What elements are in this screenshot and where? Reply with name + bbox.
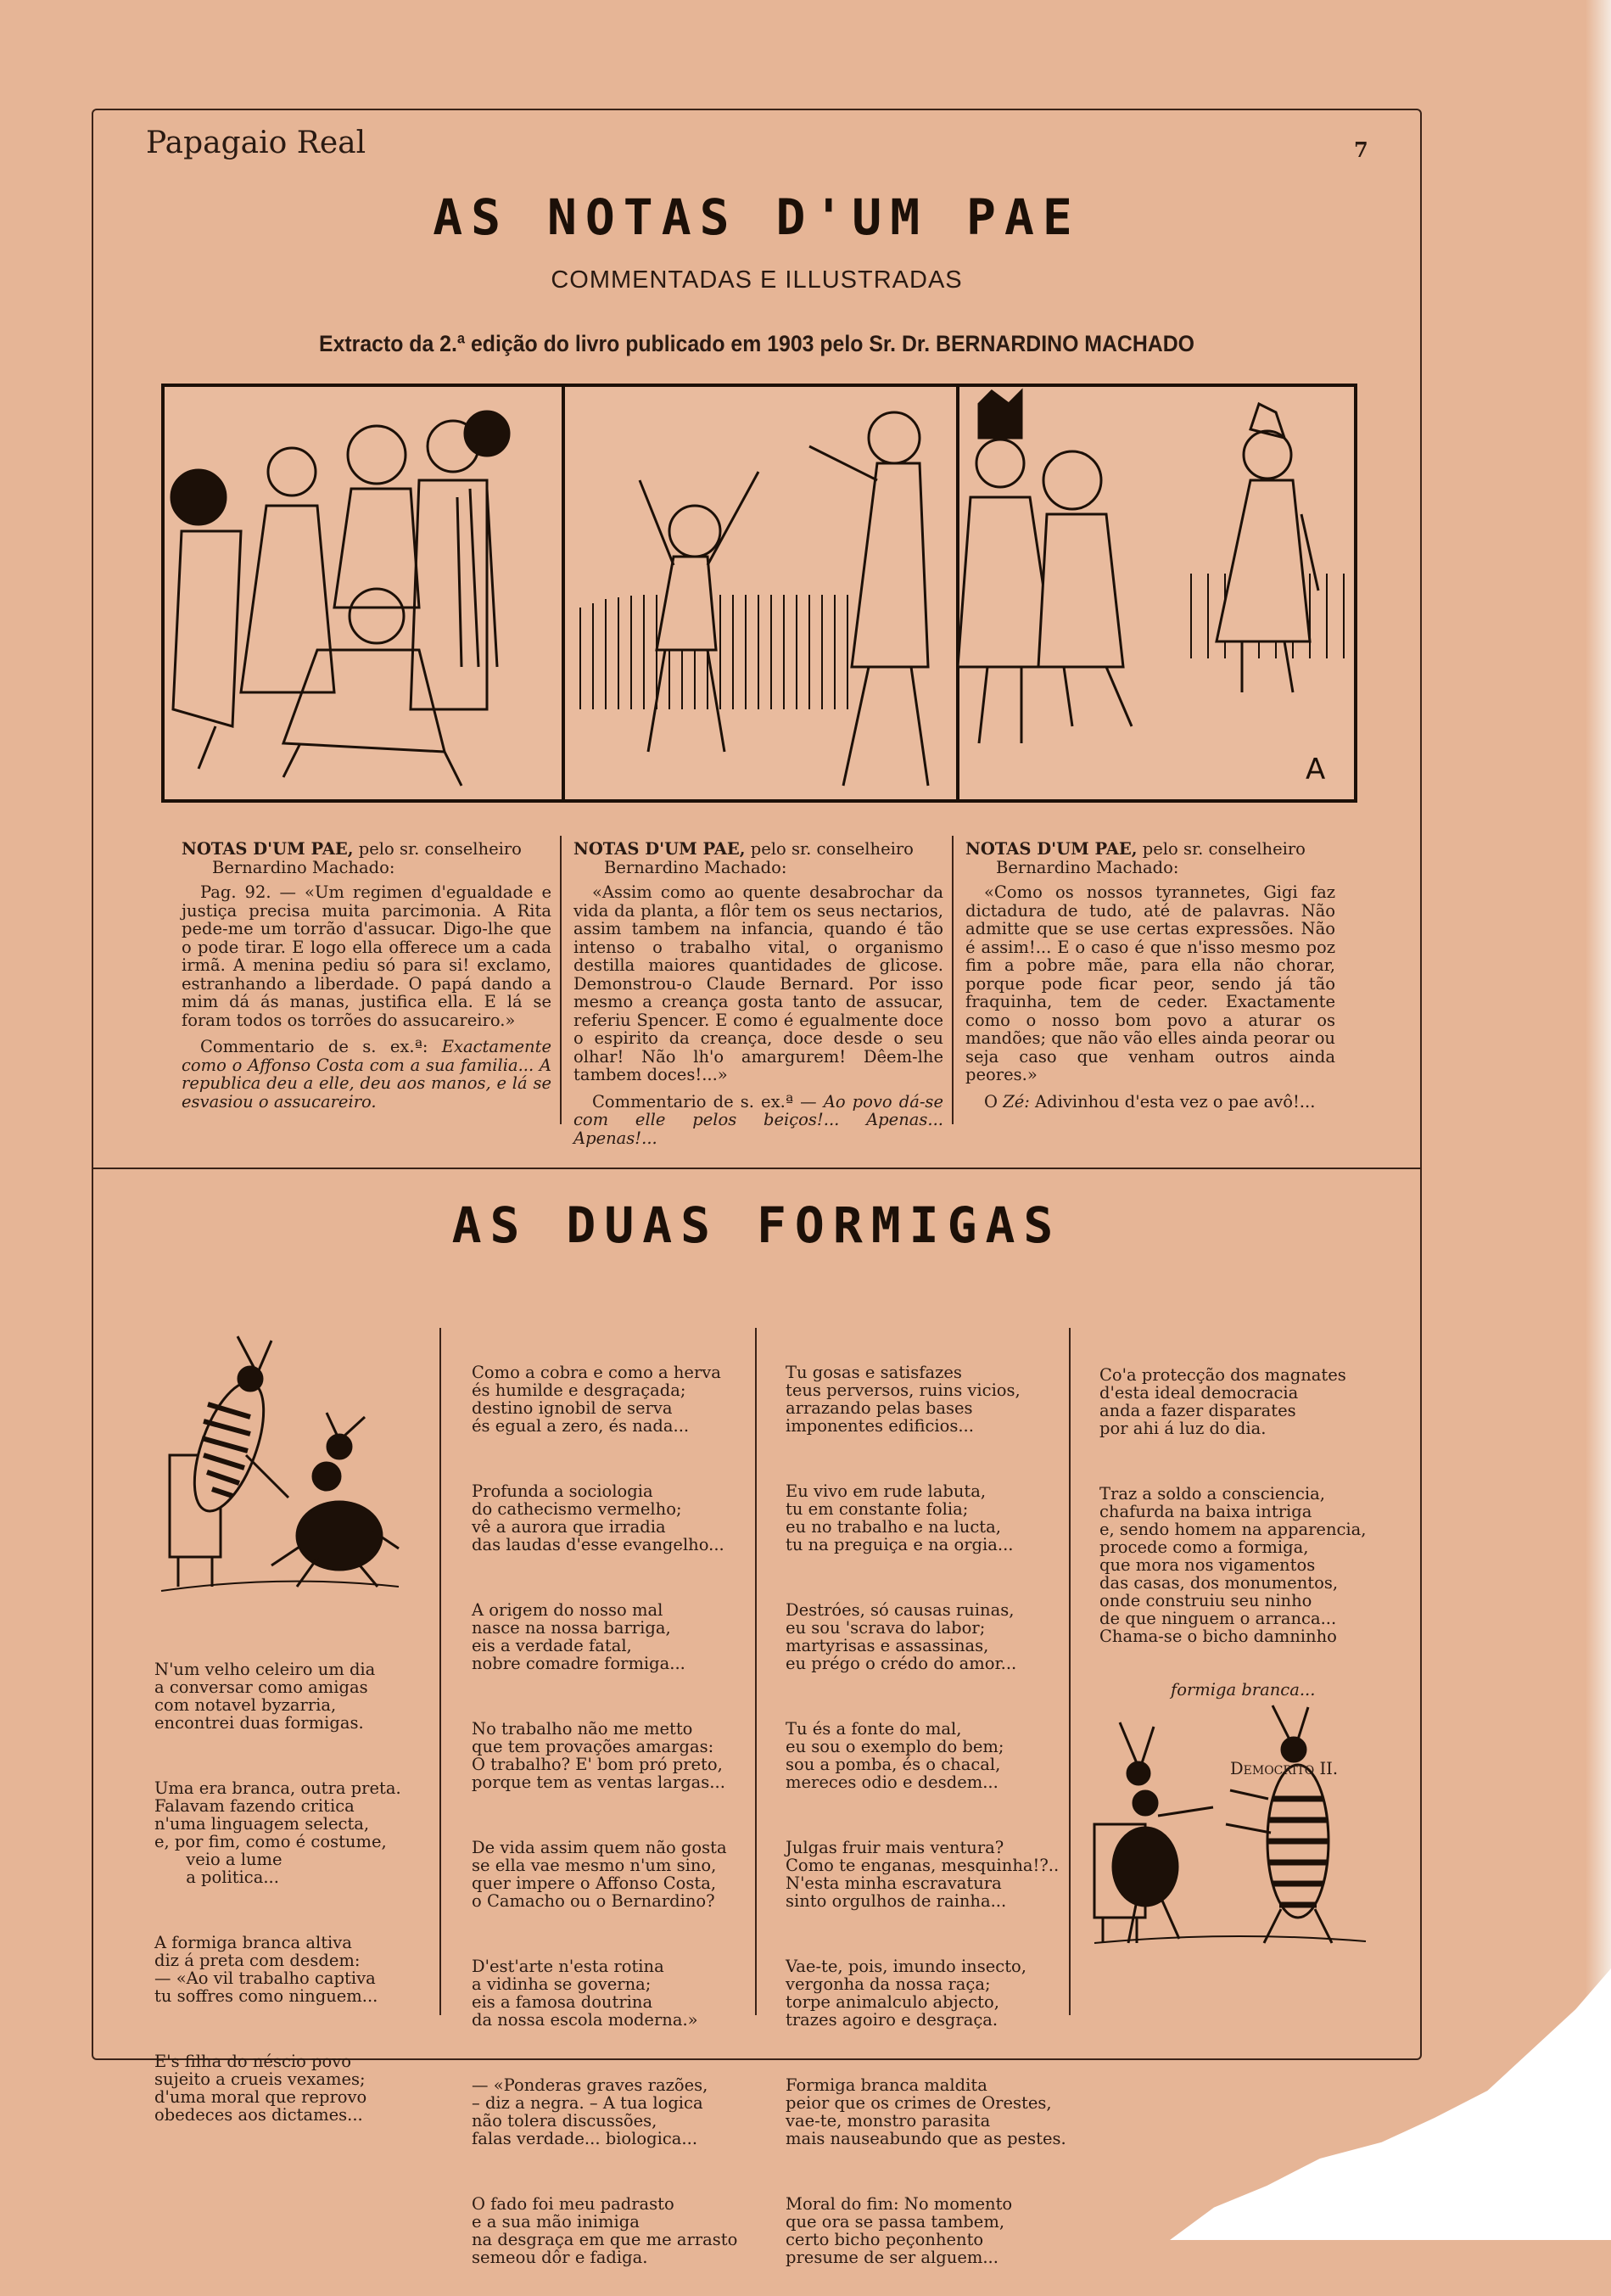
stanza: Destróes, só causas ruinas, eu sou 'scrava do labor; martyrisas e assassinas, eu prégo o crédo do amor... (786, 1600, 1017, 1673)
notes-1-comment: Exactamente como o Affonso Costa com a sua familia... A republica deu a elle, deu aos manos, e lá se esvasiou o assucareiro. (182, 1037, 551, 1112)
notes-divider-1 (560, 836, 562, 1124)
stanza: O fado foi meu padrasto e a sua mão inimiga na desgraça em que me arrasto semeou dôr e fadiga. (472, 2194, 738, 2267)
notes-1-head-bold: NOTAS D'UM PAE, (182, 839, 354, 859)
poem-divider-2 (755, 1328, 757, 2015)
poem-column-2 (472, 1328, 737, 2296)
stanza: Profunda a sociologia do cathecismo vermelho; vê a aurora que irradia das laudas d'esse evangelho... (472, 1481, 724, 1554)
comic-panel-3 (958, 391, 1344, 743)
stanza: Moral do fim: No momento que ora se passa tambem, certo bicho peçonhento presume de ser alguem... (786, 2194, 1013, 2267)
stanza: Vae-te, pois, imundo insecto, vergonha da nossa raça; torpe animalculo abjecto, trazes agoiro e desgraça. (786, 1957, 1026, 2030)
poem-divider-3 (1069, 1328, 1071, 2015)
notes-1-head-rest: pelo sr. conselheiro (353, 839, 522, 859)
poem-column-3 (786, 1328, 1066, 2296)
masthead: Papagaio Real (146, 126, 366, 160)
ant-illustration-left (144, 1328, 416, 1599)
stanza: Traz a soldo a consciencia, chafurda na baixa intriga e, sendo homem na apparencia, procede como a formiga, que mora nos vigamentos das casas, dos monumentos, onde construiu seu ninho de que ninguem o arranca... Chama-se o bicho damninho (1099, 1484, 1367, 1646)
page-number: 7 (1354, 137, 1368, 162)
article-title-formigas: AS DUAS FORMIGAS (451, 1196, 1062, 1254)
notes-3-head-rest: pelo sr. conselheiro (1137, 839, 1306, 859)
notes-3-head-line2: Bernardino Machado: (996, 857, 1179, 877)
notes-2-head-line2: Bernardino Machado: (604, 857, 787, 877)
comic-panel-2 (580, 412, 928, 786)
stanza: Uma era branca, outra preta. Falavam fazendo critica n'uma linguagem selecta, e, por fim, como é costume, veio a lume a politica... (154, 1778, 401, 1887)
stanza: Eu vivo em rude labuta, tu em constante folia; eu no trabalho e na lucta, tu na preguiça e na orgia... (786, 1481, 1014, 1554)
poem-column-4 (1099, 1330, 1367, 1795)
stanza-italic-line: formiga branca... (1171, 1680, 1316, 1700)
stanza: Tu és a fonte do mal, eu sou o exemplo do bem; sou a pomba, és o chacal, mereces odio e desdem... (786, 1719, 1004, 1792)
stanza: A formiga branca altiva diz á preta com desdem: — «Ao vil trabalho captiva tu soffres como ninguem... (154, 1933, 378, 2006)
stanza: Co'a protecção dos magnates d'esta ideal democracia anda a fazer disparates por ahi á luz do dia. (1099, 1365, 1346, 1438)
notes-3-comment: Zé: (1003, 1091, 1030, 1112)
notes-columns (182, 839, 1335, 1148)
notes-column-3 (965, 840, 1335, 1128)
stanza: Como a cobra e como a herva és humilde e desgraçada; destino ignobil de serva és egual a zero, és nada... (472, 1363, 721, 1436)
notes-3-comment-suffix: Adivinhou d'esta vez o pae avô!... (1029, 1091, 1316, 1112)
stanza: D'est'arte n'esta rotina a vidinha se governa; eis a famosa doutrina da nossa escola moderna.» (472, 1957, 698, 2030)
stanza: Formiga branca maldita peior que os crimes de Orestes, vae-te, monstro parasita mais nauseabundo que as pestes. (786, 2075, 1066, 2148)
notes-2-head-bold: NOTAS D'UM PAE, (573, 839, 746, 859)
comic-panel-1 (171, 412, 509, 786)
comic-illustration (165, 387, 1354, 799)
notes-3-head-bold: NOTAS D'UM PAE, (965, 839, 1138, 859)
poem-signature: Democrito II. (1230, 1759, 1339, 1778)
paper-edge (1586, 0, 1611, 2240)
article-extract-line: Extracto da 2.ª edição do livro publicado em 1903 pelo Sr. Dr. BERNARDINO MACHADO (318, 331, 1195, 356)
stanza: A origem do nosso mal nasce na nossa barriga, eis a verdade fatal, nobre comadre formiga... (472, 1600, 685, 1673)
article-title-notas: AS NOTAS D'UM PAE (433, 188, 1081, 246)
article-subtitle: COMMENTADAS E ILLUSTRADAS (551, 266, 963, 294)
stanza: N'um velho celeiro um dia a conversar como amigas com notavel byzarria, encontrei duas formigas. (154, 1660, 376, 1733)
notes-column-1 (182, 840, 551, 1128)
section-divider (93, 1168, 1420, 1169)
notes-3-body: «Como os nossos tyrannetes, Gigi faz dictadura de tudo, até de palavras. Não admitte que se use certas expressões. Não é assim!... E o caso é que n'isso mesmo poz fim a pobre mãe, para ella não chorar, porque pode ficar peor, sendo já tão fraquinha, tem de ceder. Exactamente como o nosso bom povo a aturar os mandões; que não vão elles ainda peorar ou seja caso que venham outros ainda peores.» (965, 882, 1335, 1084)
notes-divider-2 (952, 836, 954, 1124)
notes-column-2 (573, 839, 943, 1148)
poem-divider-1 (439, 1328, 441, 2015)
notes-1-body: Pag. 92. — «Um regimen d'egualdade e justiça precisa muita parcimonia. A Rita pede-me um torrão d'assucar. Digo-lhe que o pode tirar. E logo ella offerece um a cada irmã. A menina pediu só para si! exclamo, estranhando a liberdade. O papá dando a mim dá ás manas, justifica ella. E lá se foram todos os torrões do assucareiro.» (182, 882, 551, 1030)
stanza: No trabalho não me metto que tem provações amargas: O trabalho? E' bom pró preto, porque tem as ventas largas... (472, 1719, 725, 1792)
panel-signature: A (1306, 753, 1326, 787)
stanza: Julgas fruir mais ventura? Como te enganas, mesquinha!?.. N'esta minha escravatura sinto orgulhos de rainha... (786, 1838, 1060, 1911)
notes-3-comment-prefix: O (984, 1091, 1004, 1112)
notes-1-head-line2: Bernardino Machado: (212, 857, 395, 877)
poem-column-1 (154, 1625, 401, 2153)
stanza: E's filha do néscio povo sujeito a crueis vexames; d'uma moral que reprovo obedeces aos dictames... (154, 2052, 367, 2125)
stanza: Tu gosas e satisfazes teus perversos, ruins vicios, arrazando pelas bases imponentes edificios... (786, 1363, 1021, 1436)
comic-strip (161, 384, 1357, 803)
notes-2-comment: Ao povo dá-se com elle pelos beiços!... Apenas... Apenas!... (573, 1091, 943, 1148)
notes-2-comment-prefix: Commentario de s. ex.ª — (592, 1091, 824, 1112)
stanza: — «Ponderas graves razões, – diz a negra. – A tua logica não tolera discussões, falas verdade... biologica... (472, 2075, 708, 2148)
notes-2-head-rest: pelo sr. conselheiro (745, 839, 914, 859)
notes-2-body: «Assim como ao quente desabrochar da vida da planta, a flôr tem os seus nectarios, assim tambem na infancia, quando é tão intenso o trabalho vital, o organismo destilla maiores quantidades de glicose. Demonstrou-o Claude Bernard. Por isso mesmo a creança gosta tanto de assucar, referiu Spencer. E como é egualmente doce o espirito da creança, doce desde o seu olhar! Não lh'o amargurem! Dêem-lhe tambem doces!...» (573, 882, 943, 1084)
stanza: De vida assim quem não gosta se ella vae mesmo n'um sino, quer impere o Affonso Costa, o Camacho ou o Bernardino? (472, 1838, 727, 1911)
notes-1-comment-prefix: Commentario de s. ex.ª: (200, 1037, 442, 1056)
